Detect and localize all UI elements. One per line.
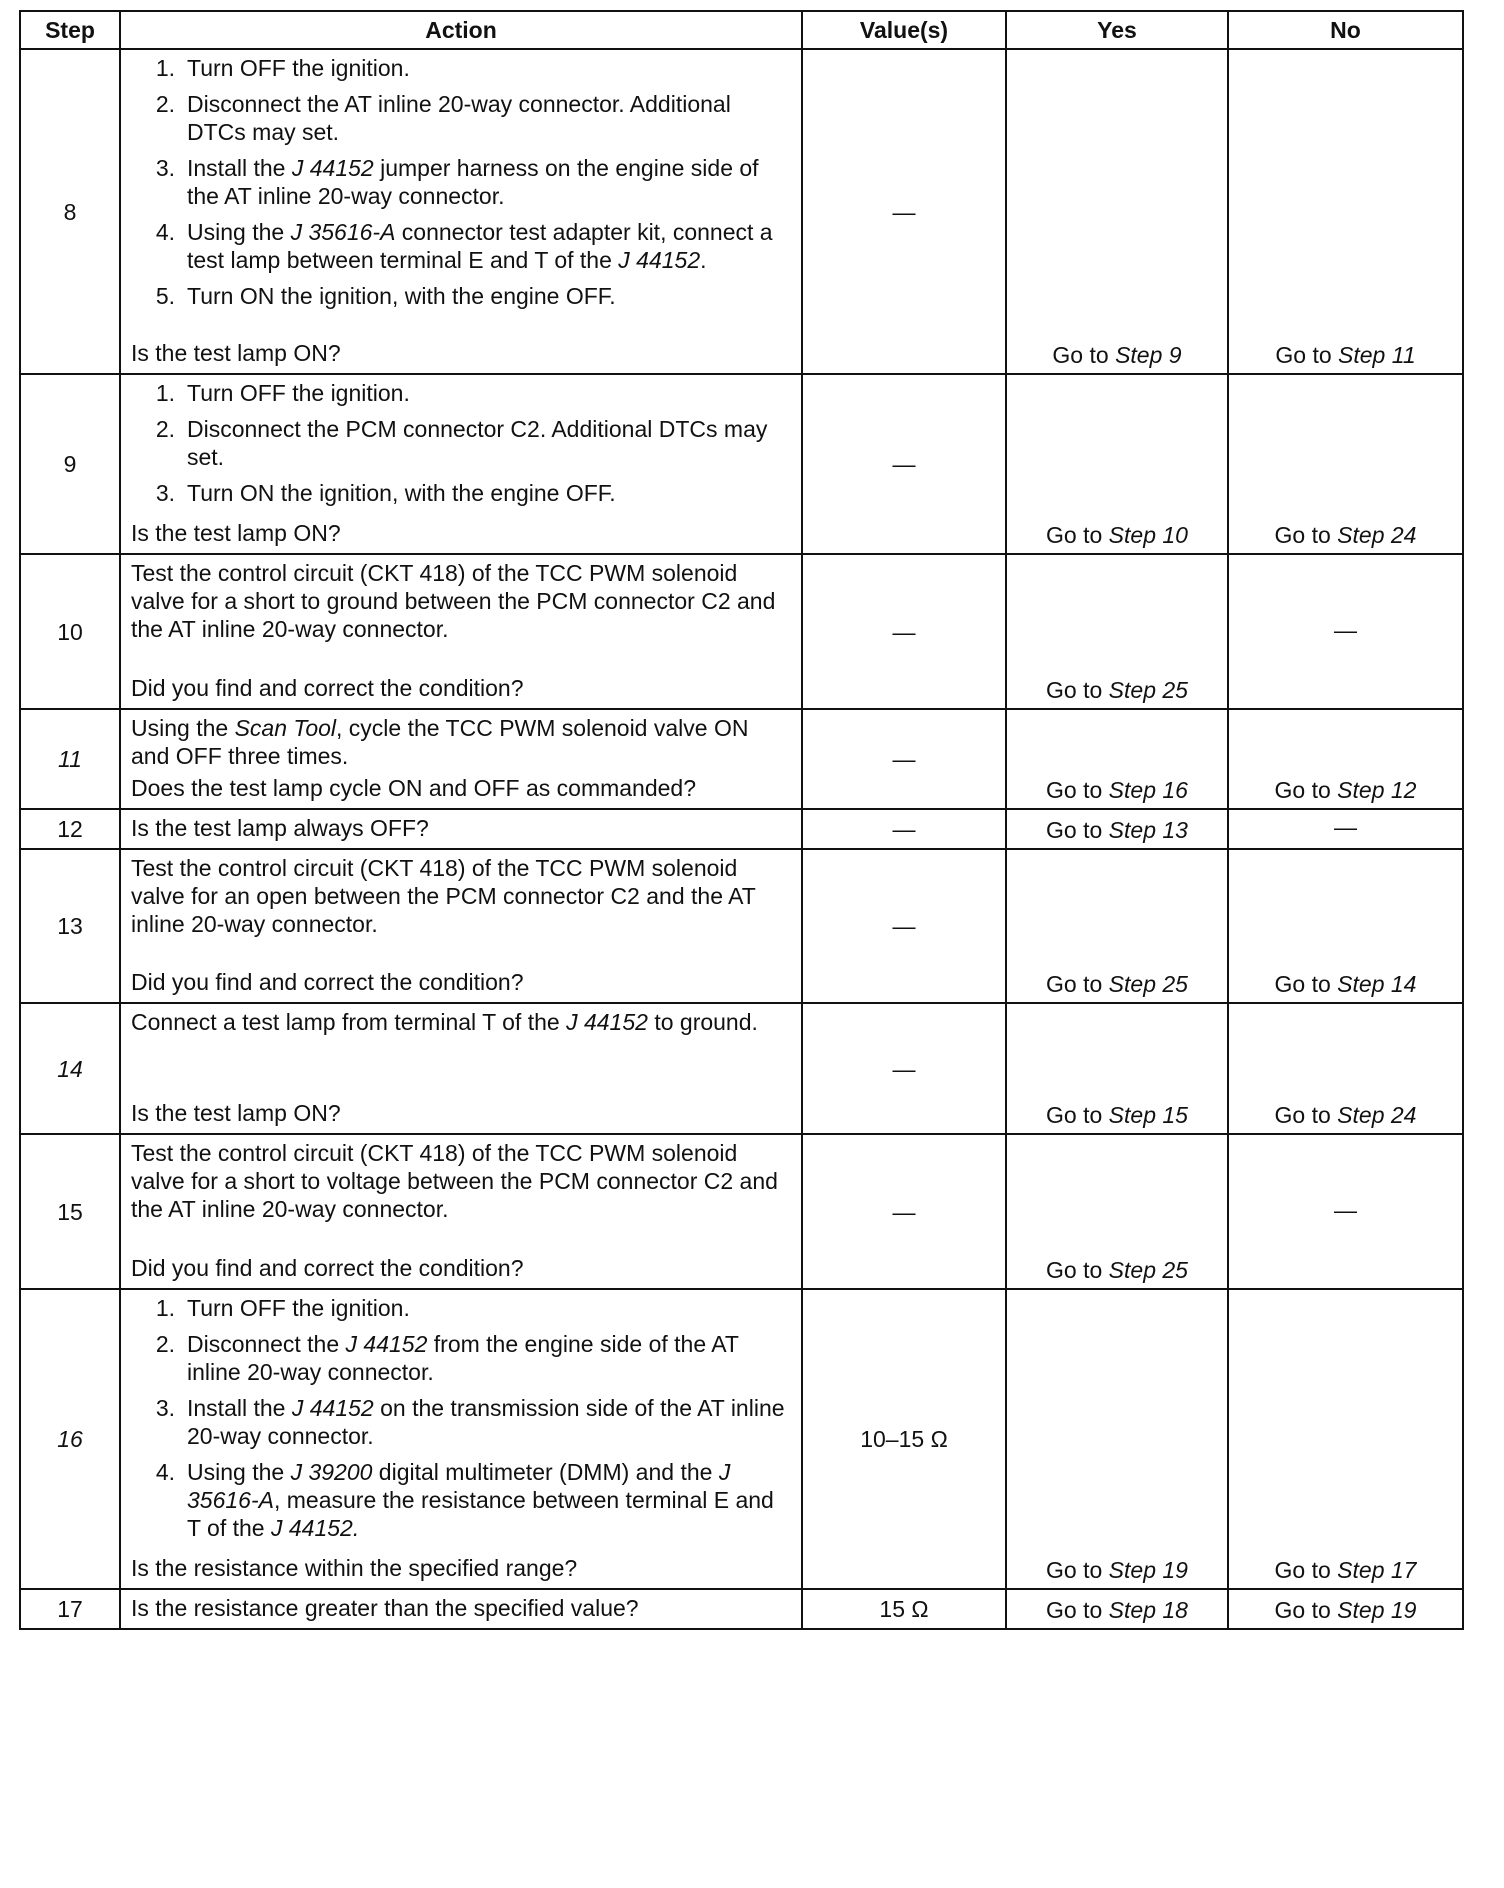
action-step — [131, 154, 791, 210]
header-no: No — [1228, 11, 1463, 49]
header-action: Action — [120, 11, 802, 49]
value-cell: — — [802, 1134, 1006, 1289]
action-content — [131, 1294, 791, 1582]
no-cell — [1228, 849, 1463, 1003]
action-instruction — [131, 1139, 791, 1223]
action-step — [131, 1294, 791, 1322]
value-cell: — — [802, 849, 1006, 1003]
action-step-text — [187, 54, 791, 82]
value-cell: — — [802, 554, 1006, 709]
action-question: Is the test lamp ON? — [131, 520, 341, 546]
action-content — [131, 814, 791, 842]
text-run: Using the — [131, 715, 235, 741]
goto-step-link[interactable]: Step 25 — [1108, 971, 1188, 997]
table-row — [20, 1589, 1463, 1629]
action-question: Is the test lamp always OFF? — [131, 815, 429, 841]
text-run: connector test adapter kit, connect a test lamp between terminal E and T of the — [187, 219, 773, 273]
no-cell — [1228, 374, 1463, 554]
tool-reference: J 44152 — [566, 1009, 648, 1035]
goto-prefix: Go to — [1274, 1557, 1338, 1583]
action-step — [131, 479, 791, 507]
text-run: Disconnect the — [187, 1331, 346, 1357]
action-step — [131, 282, 791, 310]
value-cell: — — [802, 709, 1006, 809]
text-run: digital multimeter (DMM) and the — [372, 1459, 719, 1485]
no-cell — [1228, 809, 1463, 849]
action-cell — [120, 49, 802, 374]
yes-cell — [1006, 374, 1228, 554]
yes-cell — [1006, 1134, 1228, 1289]
text-run: Test the control circuit (CKT 418) of the TCC PWM solenoid valve for a short to voltage between the PCM connector C2 and the AT inline 20-way connector. — [131, 1140, 778, 1222]
yes-cell — [1006, 809, 1228, 849]
no-cell — [1228, 709, 1463, 809]
yes-cell — [1006, 1589, 1228, 1629]
text-run: Test the control circuit (CKT 418) of the TCC PWM solenoid valve for a short to ground between the PCM connector C2 and the AT inline 20-way connector. — [131, 560, 776, 642]
action-step — [131, 415, 791, 471]
goto-prefix: Go to — [1046, 677, 1109, 703]
action-content — [131, 854, 791, 996]
action-content — [131, 379, 791, 547]
table-row — [20, 849, 1463, 1003]
text-run: Install the — [187, 1395, 292, 1421]
value-cell: 10–15 Ω — [802, 1289, 1006, 1589]
tool-reference: J 44152. — [270, 1515, 360, 1541]
step-number: 10 — [20, 554, 120, 709]
action-cell — [120, 1003, 802, 1134]
action-question: Is the test lamp ON? — [131, 1100, 341, 1126]
text-run: Turn ON the ignition, with the engine OFF. — [187, 480, 616, 506]
action-text — [131, 559, 791, 670]
step-number: 9 — [20, 374, 120, 554]
step-number: 16 — [20, 1289, 120, 1589]
action-text — [131, 54, 791, 335]
tool-reference: J 44152 — [345, 1331, 428, 1357]
text-run: Turn ON the ignition, with the engine OFF. — [187, 283, 616, 309]
action-instruction — [131, 854, 791, 938]
header-yes: Yes — [1006, 11, 1228, 49]
text-run: . — [700, 247, 707, 273]
yes-cell — [1006, 554, 1228, 709]
action-step — [131, 90, 791, 146]
action-step-number: 2. — [155, 416, 175, 442]
header-row — [20, 11, 1463, 49]
goto-step-link[interactable]: Step 19 — [1108, 1557, 1188, 1583]
no-cell — [1228, 1134, 1463, 1289]
text-run: Using the — [187, 1459, 291, 1485]
action-step — [131, 54, 791, 82]
text-run: Connect a test lamp from terminal T of the — [131, 1009, 567, 1035]
goto-step-link[interactable]: Step 24 — [1337, 1102, 1417, 1128]
goto-step-link[interactable]: Step 10 — [1108, 522, 1188, 548]
yes-cell — [1006, 1003, 1228, 1134]
table-row — [20, 49, 1463, 374]
goto-prefix: Go to — [1274, 1597, 1338, 1623]
text-run: on the transmission side of the AT inline 20-way connector. — [187, 1395, 785, 1449]
goto-step-link[interactable]: Step 19 — [1337, 1597, 1417, 1623]
tool-reference: J 44152 — [618, 247, 701, 273]
action-step-text — [187, 218, 791, 274]
step-number: 17 — [20, 1589, 120, 1629]
table-row — [20, 709, 1463, 809]
goto-prefix: Go to — [1046, 1102, 1109, 1128]
action-cell — [120, 1289, 802, 1589]
action-step-number: 5. — [155, 283, 175, 309]
goto-prefix: Go to — [1046, 971, 1109, 997]
goto-step-link[interactable]: Step 16 — [1108, 777, 1188, 803]
action-cell — [120, 1589, 802, 1629]
no-cell — [1228, 1289, 1463, 1589]
action-step-number: 1. — [155, 380, 175, 406]
no-cell — [1228, 554, 1463, 709]
action-content — [131, 54, 791, 367]
action-content — [131, 559, 791, 702]
action-step-number: 2. — [155, 1331, 175, 1357]
action-step — [131, 1458, 791, 1542]
step-number: 8 — [20, 49, 120, 374]
goto-step-link[interactable]: Step 17 — [1337, 1557, 1417, 1583]
action-step-text — [187, 90, 791, 146]
goto-prefix: Go to — [1046, 522, 1109, 548]
action-instruction — [131, 714, 791, 770]
goto-prefix: Go to — [1046, 1597, 1109, 1623]
table-row — [20, 1289, 1463, 1589]
goto-step-link[interactable]: Step 9 — [1115, 342, 1182, 368]
action-step-number: 3. — [155, 1395, 175, 1421]
tool-reference: Scan Tool — [234, 715, 337, 741]
action-step-text — [187, 1330, 791, 1386]
goto-step-link[interactable]: Step 11 — [1338, 342, 1416, 368]
action-step-text — [187, 1294, 791, 1322]
text-run: , measure the resistance between terminal E and T of the — [187, 1487, 774, 1541]
table-row — [20, 1003, 1463, 1134]
goto-prefix: Go to — [1046, 1557, 1109, 1583]
action-step-text — [187, 479, 791, 507]
dash: — — [1334, 1196, 1357, 1223]
action-text — [131, 379, 791, 515]
goto-step-link[interactable]: Step 12 — [1337, 777, 1417, 803]
action-step-text — [187, 154, 791, 210]
table-row — [20, 809, 1463, 849]
goto-step-link[interactable]: Step 13 — [1108, 817, 1188, 843]
yes-cell — [1006, 49, 1228, 374]
step-number: 12 — [20, 809, 120, 849]
value-cell: — — [802, 374, 1006, 554]
action-question: Did you find and correct the condition? — [131, 969, 524, 995]
goto-prefix: Go to — [1274, 777, 1338, 803]
tool-reference: J 39200 — [290, 1459, 373, 1485]
action-step — [131, 1394, 791, 1450]
action-text — [131, 1294, 791, 1550]
tool-reference: J 44152 — [291, 155, 374, 181]
action-text — [131, 1139, 791, 1250]
no-cell — [1228, 1589, 1463, 1629]
text-run: Turn OFF the ignition. — [187, 1295, 410, 1321]
action-step-text — [187, 1458, 791, 1542]
step-number: 13 — [20, 849, 120, 1003]
goto-prefix: Go to — [1274, 522, 1338, 548]
action-step — [131, 218, 791, 274]
action-step-text — [187, 1394, 791, 1450]
action-text — [131, 1008, 791, 1095]
action-cell — [120, 374, 802, 554]
action-cell — [120, 809, 802, 849]
tool-reference: J 35616-A — [187, 1459, 731, 1513]
goto-step-link[interactable]: Step 18 — [1108, 1597, 1188, 1623]
table-row — [20, 374, 1463, 554]
step-number: 11 — [20, 709, 120, 809]
yes-cell — [1006, 709, 1228, 809]
yes-cell — [1006, 1289, 1228, 1589]
action-cell — [120, 1134, 802, 1289]
action-step-number: 3. — [155, 155, 175, 181]
text-run: Using the — [187, 219, 291, 245]
action-text — [131, 714, 791, 770]
step-number: 14 — [20, 1003, 120, 1134]
action-question: Did you find and correct the condition? — [131, 675, 524, 701]
action-content — [131, 1594, 791, 1622]
action-instruction — [131, 559, 791, 643]
action-step-number: 2. — [155, 91, 175, 117]
value-cell: 15 Ω — [802, 1589, 1006, 1629]
action-step-number: 4. — [155, 219, 175, 245]
text-run: Disconnect the PCM connector C2. Additional DTCs may set. — [187, 416, 768, 470]
action-cell — [120, 709, 802, 809]
goto-step-link[interactable]: Step 25 — [1108, 1257, 1188, 1283]
goto-prefix: Go to — [1052, 342, 1116, 368]
action-cell — [120, 849, 802, 1003]
value-cell: — — [802, 809, 1006, 849]
action-step-number: 1. — [155, 1295, 175, 1321]
tool-reference: J 44152 — [291, 1395, 374, 1421]
action-step — [131, 379, 791, 407]
action-question: Did you find and correct the condition? — [131, 1255, 524, 1281]
action-question: Is the resistance within the specified range? — [131, 1555, 578, 1581]
action-question: Does the test lamp cycle ON and OFF as commanded? — [131, 775, 697, 801]
action-question: Is the resistance greater than the specified value? — [131, 1595, 639, 1621]
action-step-number: 3. — [155, 480, 175, 506]
action-step — [131, 1330, 791, 1386]
goto-prefix: Go to — [1046, 777, 1109, 803]
goto-prefix: Go to — [1274, 1102, 1338, 1128]
text-run: Turn OFF the ignition. — [187, 380, 410, 406]
text-run: jumper harness on the engine side of the AT inline 20-way connector. — [187, 155, 759, 209]
value-cell: — — [802, 1003, 1006, 1134]
dash: — — [1334, 616, 1357, 643]
goto-step-link[interactable]: Step 24 — [1337, 522, 1417, 548]
goto-step-link[interactable]: Step 14 — [1337, 971, 1417, 997]
table-body — [20, 49, 1463, 1629]
text-run: to ground. — [647, 1009, 758, 1035]
step-number: 15 — [20, 1134, 120, 1289]
action-step-number: 4. — [155, 1459, 175, 1485]
action-steps — [131, 54, 791, 310]
tool-reference: J 35616-A — [290, 219, 396, 245]
action-step-number: 1. — [155, 55, 175, 81]
action-steps — [131, 1294, 791, 1542]
value-cell: — — [802, 49, 1006, 374]
yes-cell — [1006, 849, 1228, 1003]
goto-step-link[interactable]: Step 15 — [1108, 1102, 1188, 1128]
action-instruction — [131, 1008, 791, 1036]
header-values: Value(s) — [802, 11, 1006, 49]
action-step-text — [187, 415, 791, 471]
goto-step-link[interactable]: Step 25 — [1108, 677, 1188, 703]
action-step-text — [187, 379, 791, 407]
diagnostic-table — [19, 10, 1464, 1630]
action-cell — [120, 554, 802, 709]
header-step: Step — [20, 11, 120, 49]
no-cell — [1228, 1003, 1463, 1134]
table-row — [20, 554, 1463, 709]
goto-prefix: Go to — [1275, 342, 1339, 368]
action-steps — [131, 379, 791, 507]
goto-prefix: Go to — [1046, 1257, 1109, 1283]
text-run: Disconnect the AT inline 20-way connector. Additional DTCs may set. — [187, 91, 731, 145]
text-run: Turn OFF the ignition. — [187, 55, 410, 81]
action-step-text — [187, 282, 791, 310]
no-cell — [1228, 49, 1463, 374]
table-row — [20, 1134, 1463, 1289]
text-run: Install the — [187, 155, 292, 181]
action-content — [131, 1139, 791, 1282]
action-text — [131, 854, 791, 964]
action-content — [131, 1008, 791, 1127]
action-question: Is the test lamp ON? — [131, 340, 341, 366]
action-content — [131, 714, 791, 802]
text-run: , cycle the TCC PWM solenoid valve ON and OFF three times. — [131, 715, 749, 769]
goto-prefix: Go to — [1046, 817, 1109, 843]
text-run: Test the control circuit (CKT 418) of the TCC PWM solenoid valve for an open between the PCM connector C2 and the AT inline 20-way connector. — [131, 855, 756, 937]
goto-prefix: Go to — [1274, 971, 1338, 997]
text-run: from the engine side of the AT inline 20-way connector. — [187, 1331, 739, 1385]
dash: — — [1334, 814, 1357, 840]
